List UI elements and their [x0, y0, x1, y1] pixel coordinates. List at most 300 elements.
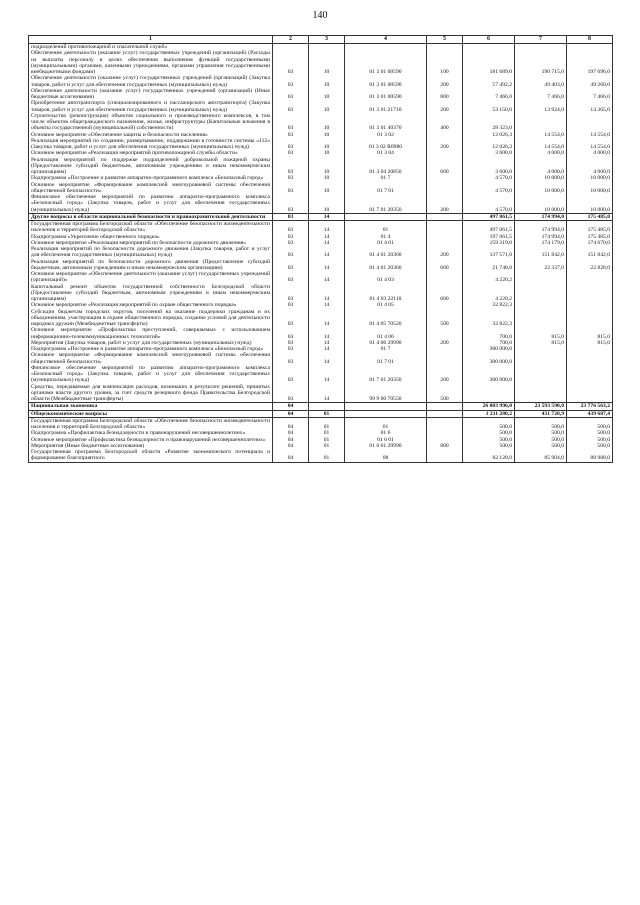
- amount-col-6: [463, 44, 515, 51]
- target-article-code: 01 4 03: [345, 271, 427, 284]
- row-name: Мероприятия (Закупка товаров, работ и услуг для государственных (муниципальных) нужд): [29, 340, 273, 346]
- subsection-code: 14: [309, 346, 345, 352]
- amount-col-7: 10 000,0: [515, 175, 567, 181]
- row-name: Основное мероприятие «Обеспечение деятельности (оказание услуг) государственных учреждений (организаций)»: [29, 271, 273, 284]
- amount-col-7: 500,0: [515, 437, 567, 443]
- amount-col-8: [567, 284, 613, 303]
- section-code: 04: [273, 410, 309, 417]
- amount-col-8: 14 554,0: [567, 138, 613, 151]
- subsection-code: 01: [309, 437, 345, 443]
- amount-col-7: 23 593 590,0: [515, 403, 567, 410]
- amount-col-6: 4 570,0: [463, 175, 515, 181]
- target-article-code: [345, 213, 427, 220]
- amount-col-6: 32 822,3: [463, 309, 515, 328]
- amount-col-6: 32 822,3: [463, 302, 515, 308]
- row-name: Основное мероприятие «Реализация мероприятий противопожарной службы области»: [29, 150, 273, 156]
- row-name: Основное мероприятие «Профилактика безнадзорности и правонарушений несовершеннолетних»: [29, 437, 273, 443]
- amount-col-8: 500,0: [567, 417, 613, 430]
- subsection-code: 14: [309, 246, 345, 259]
- amount-col-8: 197 696,0: [567, 50, 613, 75]
- amount-col-7: [515, 365, 567, 384]
- table-row: [29, 352, 613, 365]
- section-code: 03: [273, 88, 309, 101]
- section-code: 03: [273, 384, 309, 403]
- amount-col-7: 14 554,0: [515, 132, 567, 138]
- target-article-code: 01 7 01 20350: [345, 194, 427, 213]
- row-name: Реализация мероприятий по безопасности дорожного движения (Закупка товаров, работ и услуг для обеспечения государственных (муниципальных) нужд): [29, 246, 273, 259]
- amount-col-6: 159 319,0: [463, 240, 515, 246]
- amount-col-6: 700,0: [463, 340, 515, 346]
- target-article-code: [345, 410, 427, 417]
- subsection-code: 14: [309, 309, 345, 328]
- amount-col-7: 815,0: [515, 340, 567, 346]
- target-article-code: 01 3 01 21710: [345, 100, 427, 113]
- amount-col-7: [515, 352, 567, 365]
- subsection-code: 10: [309, 113, 345, 132]
- target-article-code: 01 6: [345, 430, 427, 436]
- amount-col-6: 500,0: [463, 430, 515, 436]
- target-article-code: 01 4 06 29990: [345, 340, 427, 346]
- subsection-code: 10: [309, 175, 345, 181]
- row-name: Обеспечение деятельности (оказание услуг) государственных учреждений (организаций) (Иные бюджетные ассигнования): [29, 88, 273, 101]
- amount-col-6: 4 570,0: [463, 194, 515, 213]
- amount-col-8: [567, 309, 613, 328]
- row-name: Реализация мероприятий по безопасности дорожного движения (Предоставление субсидий бюджетным, автономным учреждениям и иным некоммерческим организациям): [29, 259, 273, 272]
- row-name: Основное мероприятие «Реализация мероприятий по безопасности дорожного движения»: [29, 240, 273, 246]
- amount-col-7: 500,0: [515, 443, 567, 449]
- expense-type-code: [427, 221, 463, 234]
- table-row: [29, 271, 613, 284]
- row-name: Субсидии бюджетам городских округов, поселений на оказание поддержки гражданам и их объединениям, участвующим в охране общественного порядка, создание условий для деятельности народных дружин (Межбюджетные трансферты): [29, 309, 273, 328]
- expense-type-code: [427, 352, 463, 365]
- amount-col-7: 815,0: [515, 327, 567, 340]
- amount-col-7: 174 994,0: [515, 213, 567, 220]
- amount-col-8: 175 485,0: [567, 234, 613, 240]
- section-code: 03: [273, 271, 309, 284]
- row-name: Реализация мероприятий по поддержке подразделений добровольной пожарной охраны (Предоставление субсидий бюджетным, автономным учреждениям и иным некоммерческим организациям): [29, 157, 273, 176]
- expense-type-code: [427, 449, 463, 462]
- target-article-code: 01 4 06: [345, 327, 427, 340]
- row-name: Средства, передаваемые для компенсации расходов, возникших в результате решений, принятых органами власти другого уровня, за счет средств резервного фонда Правительства Белгородской области (Межбюджетные трансферты): [29, 384, 273, 403]
- expense-type-code: 200: [427, 365, 463, 384]
- page-number: 140: [312, 10, 328, 21]
- amount-col-8: 175 485,0: [567, 213, 613, 220]
- subsection-code: 14: [309, 365, 345, 384]
- row-name: Общеэкономические вопросы: [29, 410, 273, 417]
- expense-type-code: 800: [427, 443, 463, 449]
- target-article-code: 01: [345, 221, 427, 234]
- target-article-code: 01 3 01 00590: [345, 75, 427, 88]
- amount-col-7: 174 994,0: [515, 221, 567, 234]
- subsection-code: 01: [309, 449, 345, 462]
- table-row: [29, 384, 613, 403]
- amount-col-6: 28 323,0: [463, 113, 515, 132]
- amount-col-7: [515, 44, 567, 51]
- target-article-code: 01 4: [345, 234, 427, 240]
- section-code: 03: [273, 221, 309, 234]
- section-code: 03: [273, 246, 309, 259]
- section-code: 03: [273, 175, 309, 181]
- table-row: [29, 100, 613, 113]
- amount-col-7: 14 554,0: [515, 138, 567, 151]
- amount-col-6: 300 000,0: [463, 365, 515, 384]
- amount-col-7: 10 000,0: [515, 194, 567, 213]
- target-article-code: 01 4 05: [345, 302, 427, 308]
- section-code: 04: [273, 443, 309, 449]
- amount-col-8: 22 828,0: [567, 259, 613, 272]
- subsection-code: 14: [309, 302, 345, 308]
- amount-col-6: 12 026,3: [463, 138, 515, 151]
- amount-col-7: 4 000,0: [515, 150, 567, 156]
- amount-col-6: 53 150,0: [463, 100, 515, 113]
- section-code: 03: [273, 327, 309, 340]
- section-code: 03: [273, 132, 309, 138]
- subsection-code: 14: [309, 284, 345, 303]
- subsection-code: 10: [309, 150, 345, 156]
- amount-col-6: 500,0: [463, 417, 515, 430]
- amount-col-8: [567, 384, 613, 403]
- target-article-code: 01 4 01: [345, 240, 427, 246]
- amount-col-6: 300 000,0: [463, 346, 515, 352]
- table-row: [29, 194, 613, 213]
- amount-col-6: 137 571,0: [463, 246, 515, 259]
- row-name: Финансовое обеспечение мероприятий по развитию аппаратно-программного комплекса «Безопасный город» (Закупка товаров, работ и услуг для обеспечения государственных (муниципальных) нужд): [29, 365, 273, 384]
- target-article-code: [345, 403, 427, 410]
- section-code: 03: [273, 100, 309, 113]
- target-article-code: 01 6 01: [345, 437, 427, 443]
- column-header: 2: [273, 36, 309, 44]
- amount-col-7: 151 842,0: [515, 246, 567, 259]
- subsection-code: [309, 44, 345, 51]
- subsection-code: 01: [309, 417, 345, 430]
- column-header: 7: [515, 36, 567, 44]
- subsection-code: 10: [309, 138, 345, 151]
- amount-col-8: [567, 352, 613, 365]
- amount-col-6: 82 128,0: [463, 449, 515, 462]
- amount-col-7: 10 000,0: [515, 182, 567, 195]
- target-article-code: 01 7 01 20350: [345, 365, 427, 384]
- expense-type-code: 400: [427, 113, 463, 132]
- subsection-code: 14: [309, 340, 345, 346]
- amount-col-8: 174 670,0: [567, 240, 613, 246]
- table-row: [29, 157, 613, 176]
- target-article-code: 01 6 01 29990: [345, 443, 427, 449]
- amount-col-7: [515, 113, 567, 132]
- table-row: [29, 113, 613, 132]
- expense-type-code: 200: [427, 194, 463, 213]
- section-code: 03: [273, 213, 309, 220]
- amount-col-8: 14 365,0: [567, 100, 613, 113]
- row-name: Подпрограмма «Профилактика безнадзорности и правонарушений несовершеннолетних»: [29, 430, 273, 436]
- amount-col-6: 497 061,5: [463, 213, 515, 220]
- table-row: [29, 403, 613, 410]
- expense-type-code: 200: [427, 246, 463, 259]
- expense-type-code: 800: [427, 88, 463, 101]
- table-row: [29, 365, 613, 384]
- expense-type-code: [427, 417, 463, 430]
- amount-col-6: 197 061,5: [463, 234, 515, 240]
- amount-col-8: [567, 271, 613, 284]
- section-code: 04: [273, 403, 309, 410]
- budget-table: [28, 35, 613, 463]
- row-name: Приобретение автотранспорта (специализированного и пассажирского автотранспорта) (Закупка товаров, работ и услуг для обеспечения государственных (муниципальных) нужд): [29, 100, 273, 113]
- expense-type-code: 600: [427, 157, 463, 176]
- amount-col-8: 151 842,0: [567, 246, 613, 259]
- amount-col-7: 500,0: [515, 430, 567, 436]
- row-name: подразделений противопожарной и спасательной служб»: [29, 44, 273, 51]
- amount-col-8: 500,0: [567, 443, 613, 449]
- section-code: 03: [273, 150, 309, 156]
- table-row: [29, 246, 613, 259]
- target-article-code: 01 3 01 00590: [345, 50, 427, 75]
- subsection-code: 10: [309, 100, 345, 113]
- amount-col-6: 57 492,2: [463, 75, 515, 88]
- expense-type-code: 200: [427, 75, 463, 88]
- target-article-code: 01: [345, 417, 427, 430]
- amount-col-7: 174 994,0: [515, 234, 567, 240]
- table-row: [29, 213, 613, 220]
- table-header-row: [29, 36, 613, 44]
- section-code: 03: [273, 113, 309, 132]
- amount-col-6: 497 061,5: [463, 221, 515, 234]
- row-name: Национальная экономика: [29, 403, 273, 410]
- target-article-code: 01 3 01 00590: [345, 88, 427, 101]
- subsection-code: [309, 403, 345, 410]
- table-row: [29, 88, 613, 101]
- amount-col-8: [567, 113, 613, 132]
- target-article-code: 01 3 02 R0980: [345, 138, 427, 151]
- target-article-code: 01 4 01 20360: [345, 246, 427, 259]
- row-name: Подпрограмма «Укрепление общественного порядка»: [29, 234, 273, 240]
- table-row: [29, 138, 613, 151]
- amount-col-7: 431 720,9: [515, 410, 567, 417]
- row-name: Подпрограмма «Построение и развитие аппаратно-программного комплекса «Безопасный город»: [29, 346, 273, 352]
- amount-col-6: 3 600,0: [463, 150, 515, 156]
- section-code: 03: [273, 138, 309, 151]
- amount-col-7: 7 466,0: [515, 88, 567, 101]
- target-article-code: 01 7 01: [345, 182, 427, 195]
- table-row: [29, 327, 613, 340]
- section-code: 04: [273, 449, 309, 462]
- section-code: 03: [273, 182, 309, 195]
- expense-type-code: [427, 213, 463, 220]
- subsection-code: 14: [309, 352, 345, 365]
- section-code: 04: [273, 437, 309, 443]
- section-code: 04: [273, 430, 309, 436]
- amount-col-7: 22 337,0: [515, 259, 567, 272]
- target-article-code: 01 7 01: [345, 352, 427, 365]
- target-article-code: 01 4 01 20360: [345, 259, 427, 272]
- table-row: [29, 221, 613, 234]
- amount-col-7: [515, 309, 567, 328]
- row-name: Основное мероприятие «Профилактика преступлений, совершаемых с использованием информационно-телекоммуникационных технологий»: [29, 327, 273, 340]
- amount-col-8: [567, 365, 613, 384]
- row-name: Подпрограмма «Построение и развитие аппаратно-программного комплекса «Безопасный город»: [29, 175, 273, 181]
- amount-col-8: 4 000,0: [567, 157, 613, 176]
- subsection-code: 14: [309, 213, 345, 220]
- row-name: Реализация мероприятий по созданию, развертыванию, поддержанию в готовности системы «112» (Закупка товаров, работ и услуг для обеспечения государственных (муниципальных) нужд): [29, 138, 273, 151]
- section-code: 03: [273, 234, 309, 240]
- target-article-code: 01 4 05 70520: [345, 309, 427, 328]
- amount-col-8: 439 687,4: [567, 410, 613, 417]
- amount-col-8: 500,0: [567, 430, 613, 436]
- subsection-code: 10: [309, 132, 345, 138]
- subsection-code: 14: [309, 259, 345, 272]
- expense-type-code: [427, 403, 463, 410]
- amount-col-7: 500,0: [515, 417, 567, 430]
- section-code: 03: [273, 50, 309, 75]
- target-article-code: 01 3 04 20850: [345, 157, 427, 176]
- row-name: Государственная программа Белгородской области «Обеспечение безопасности жизнедеятельности населения и территорий Белгородской области»: [29, 417, 273, 430]
- row-name: Основное мероприятие «Формирование комплексной многоуровневой системы обеспечения общественной безопасности»: [29, 352, 273, 365]
- subsection-code: 14: [309, 234, 345, 240]
- target-article-code: [345, 44, 427, 51]
- column-header: 6: [463, 36, 515, 44]
- amount-col-8: 14 554,0: [567, 132, 613, 138]
- amount-col-6: [463, 384, 515, 403]
- amount-col-8: 815,0: [567, 340, 613, 346]
- section-code: 03: [273, 365, 309, 384]
- subsection-code: 14: [309, 271, 345, 284]
- target-article-code: 01 7: [345, 346, 427, 352]
- amount-col-6: 181 689,0: [463, 50, 515, 75]
- target-article-code: 99 9 00 70550: [345, 384, 427, 403]
- expense-type-code: 600: [427, 284, 463, 303]
- section-code: 03: [273, 75, 309, 88]
- table-row: [29, 284, 613, 303]
- section-code: 03: [273, 284, 309, 303]
- row-name: Другие вопросы в области национальной безопасности и правоохранительной деятельности: [29, 213, 273, 220]
- expense-type-code: [427, 182, 463, 195]
- subsection-code: 14: [309, 221, 345, 234]
- amount-col-7: 174 179,0: [515, 240, 567, 246]
- subsection-code: 01: [309, 430, 345, 436]
- amount-col-6: 12 026,3: [463, 132, 515, 138]
- expense-type-code: 200: [427, 100, 463, 113]
- amount-col-8: 10 000,0: [567, 175, 613, 181]
- subsection-code: 10: [309, 88, 345, 101]
- table-row: [29, 50, 613, 75]
- section-code: 03: [273, 302, 309, 308]
- amount-col-6: 500,0: [463, 437, 515, 443]
- row-name: Мероприятия (Иные бюджетные ассигнования): [29, 443, 273, 449]
- amount-col-7: 49 403,0: [515, 75, 567, 88]
- target-article-code: 08: [345, 449, 427, 462]
- table-row: [29, 182, 613, 195]
- row-name: Обеспечение деятельности (оказание услуг) государственных учреждений (организаций) (Расходы на выплаты персоналу в целях обеспечения выполнения функций государственными (муниципальными) органами, казенными учреждениями, органами управления государственными внебюджетными фондами): [29, 50, 273, 75]
- row-name: Государственная программа Белгородской области «Развитие экономического потенциала и формирование благоприятного: [29, 449, 273, 462]
- expense-type-code: 100: [427, 50, 463, 75]
- amount-col-6: 26 003 996,0: [463, 403, 515, 410]
- column-header: 4: [345, 36, 427, 44]
- amount-col-8: 7 466,0: [567, 88, 613, 101]
- target-article-code: 01 7: [345, 175, 427, 181]
- amount-col-8: 175 485,0: [567, 221, 613, 234]
- amount-col-8: [567, 44, 613, 51]
- amount-col-6: 300 000,0: [463, 352, 515, 365]
- subsection-code: 10: [309, 157, 345, 176]
- expense-type-code: 200: [427, 138, 463, 151]
- subsection-code: 01: [309, 443, 345, 449]
- section-code: 03: [273, 340, 309, 346]
- subsection-code: 14: [309, 384, 345, 403]
- section-code: 03: [273, 346, 309, 352]
- amount-col-6: 500,0: [463, 443, 515, 449]
- expense-type-code: 500: [427, 384, 463, 403]
- section-code: 03: [273, 157, 309, 176]
- table-row: [29, 259, 613, 272]
- row-name: Строительство (реконструкция) объектов социального и производственного комплексов, в том числе объектов общегражданского назначения, жилья, инфраструктуры (Капитальные вложения в объекты государственной (муниципальной) собственности): [29, 113, 273, 132]
- expense-type-code: 200: [427, 340, 463, 346]
- amount-col-6: 7 466,0: [463, 88, 515, 101]
- column-header: 3: [309, 36, 345, 44]
- table-row: [29, 417, 613, 430]
- amount-col-8: 500,0: [567, 437, 613, 443]
- amount-col-6: 3 600,0: [463, 157, 515, 176]
- amount-col-8: 4 000,0: [567, 150, 613, 156]
- row-name: Основное мероприятие «Реализация мероприятий по охране общественного порядка»: [29, 302, 273, 308]
- amount-col-8: 10 000,0: [567, 182, 613, 195]
- row-name: Капитальный ремонт объектов государственной собственности Белгородской области (Предоставление субсидий бюджетным, автономным учреждениям и иным некоммерческим организациям): [29, 284, 273, 303]
- amount-col-8: 10 000,0: [567, 194, 613, 213]
- column-header: 1: [29, 36, 273, 44]
- target-article-code: 01 4 03 22110: [345, 284, 427, 303]
- expense-type-code: 600: [427, 259, 463, 272]
- table-row: [29, 449, 613, 462]
- amount-col-6: 4 220,2: [463, 271, 515, 284]
- target-article-code: 01 3 04: [345, 150, 427, 156]
- amount-col-8: 88 988,0: [567, 449, 613, 462]
- target-article-code: 01 3 02: [345, 132, 427, 138]
- table-row: [29, 75, 613, 88]
- amount-col-7: [515, 284, 567, 303]
- section-code: 04: [273, 417, 309, 430]
- amount-col-6: 21 748,0: [463, 259, 515, 272]
- row-name: Обеспечение деятельности (оказание услуг) государственных учреждений (организаций) (Закупка товаров, работ и услуг для обеспечения государственных (муниципальных) нужд): [29, 75, 273, 88]
- row-name: Основное мероприятие «Обеспечение защиты и безопасности населения»: [29, 132, 273, 138]
- amount-col-6: 700,0: [463, 327, 515, 340]
- column-header: 5: [427, 36, 463, 44]
- amount-col-7: 190 715,0: [515, 50, 567, 75]
- amount-col-8: 49 260,0: [567, 75, 613, 88]
- subsection-code: 14: [309, 327, 345, 340]
- section-code: 03: [273, 259, 309, 272]
- table-row: [29, 410, 613, 417]
- amount-col-7: 4 000,0: [515, 157, 567, 176]
- amount-col-8: 815,0: [567, 327, 613, 340]
- section-code: [273, 44, 309, 51]
- table-row: [29, 309, 613, 328]
- section-code: 03: [273, 309, 309, 328]
- amount-col-8: 23 776 563,2: [567, 403, 613, 410]
- subsection-code: 10: [309, 50, 345, 75]
- amount-col-7: 13 924,0: [515, 100, 567, 113]
- row-name: Основное мероприятие «Формирование комплексной многоуровневой системы обеспечения общественной безопасности»: [29, 182, 273, 195]
- amount-col-6: 1 211 280,2: [463, 410, 515, 417]
- expense-type-code: [427, 271, 463, 284]
- subsection-code: 01: [309, 410, 345, 417]
- amount-col-7: 85 904,0: [515, 449, 567, 462]
- amount-col-7: [515, 271, 567, 284]
- subsection-code: 10: [309, 182, 345, 195]
- column-header: 8: [567, 36, 613, 44]
- expense-type-code: [427, 327, 463, 340]
- expense-type-code: [427, 410, 463, 417]
- subsection-code: 10: [309, 75, 345, 88]
- section-code: 03: [273, 194, 309, 213]
- expense-type-code: 500: [427, 309, 463, 328]
- amount-col-6: 4 570,0: [463, 182, 515, 195]
